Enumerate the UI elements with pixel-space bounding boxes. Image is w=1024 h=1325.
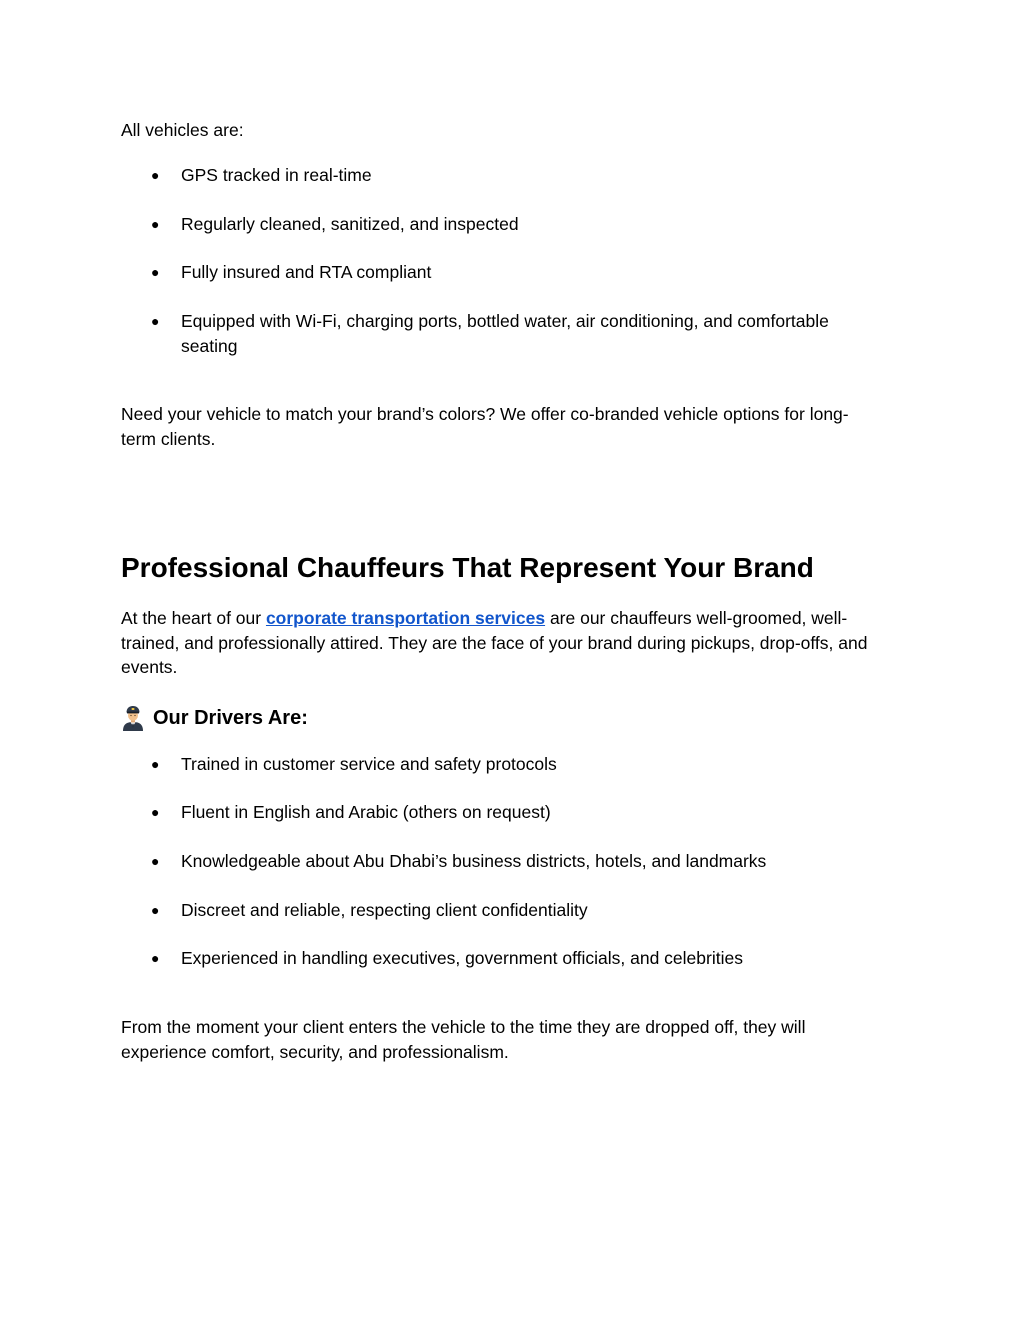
chauffeurs-intro: [121, 606, 881, 680]
bullet-icon: ●: [151, 756, 160, 772]
list-item: [151, 898, 871, 923]
corporate-services-link[interactable]: corporate transportation services: [265, 608, 546, 628]
bullet-icon: ●: [151, 167, 160, 183]
drivers-subheading: [121, 703, 308, 733]
list-item-text: Fluent in English and Arabic (others on request): [181, 802, 551, 822]
closing-paragraph: From the moment your client enters the vehicle to the time they are dropped off, they will experience comfort, security, and professionalism.: [121, 1017, 806, 1062]
section-heading: Professional Chauffeurs That Represent Your Brand: [121, 552, 814, 583]
list-item-text: Fully insured and RTA compliant: [181, 262, 432, 282]
bullet-icon: ●: [151, 804, 160, 820]
list-item: [151, 212, 871, 237]
list-item: [151, 752, 871, 777]
bullet-icon: ●: [151, 264, 160, 280]
list-item-text: Knowledgeable about Abu Dhabi’s business districts, hotels, and landmarks: [181, 851, 767, 871]
list-item-text: Trained in customer service and safety protocols: [181, 754, 557, 774]
list-item-text: Experienced in handling executives, government officials, and celebrities: [181, 948, 743, 968]
drivers-subheading-text: Our Drivers Are:: [153, 707, 308, 729]
list-item-text: GPS tracked in real-time: [181, 165, 372, 185]
branding-note: Need your vehicle to match your brand’s colors? We offer co-branded vehicle options for long-term clients.: [121, 404, 849, 449]
bullet-icon: ●: [151, 313, 160, 329]
intro-text-end: are our chauffeurs well-groomed, well-trained, and professionally attired. They are the face of your brand during pickups, drop-offs, and events.: [121, 608, 868, 677]
list-item-text: Discreet and reliable, respecting client confidentiality: [181, 900, 588, 920]
list-item: [151, 309, 871, 358]
list-item: [151, 946, 871, 971]
list-item-text: Equipped with Wi-Fi, charging ports, bottled water, air conditioning, and comfortable seating: [181, 311, 829, 356]
list-item: [151, 849, 871, 874]
list-item: [151, 163, 871, 188]
vehicles-intro: All vehicles are:: [121, 120, 244, 140]
bullet-icon: ●: [151, 902, 160, 918]
intro-text-start: At the heart of our: [121, 608, 266, 628]
chauffeur-icon: [121, 705, 145, 731]
bullet-icon: ●: [151, 216, 160, 232]
bullet-icon: ●: [151, 853, 160, 869]
list-item-text: Regularly cleaned, sanitized, and inspected: [181, 214, 519, 234]
list-item: [151, 800, 871, 825]
bullet-icon: ●: [151, 950, 160, 966]
list-item: [151, 260, 871, 285]
